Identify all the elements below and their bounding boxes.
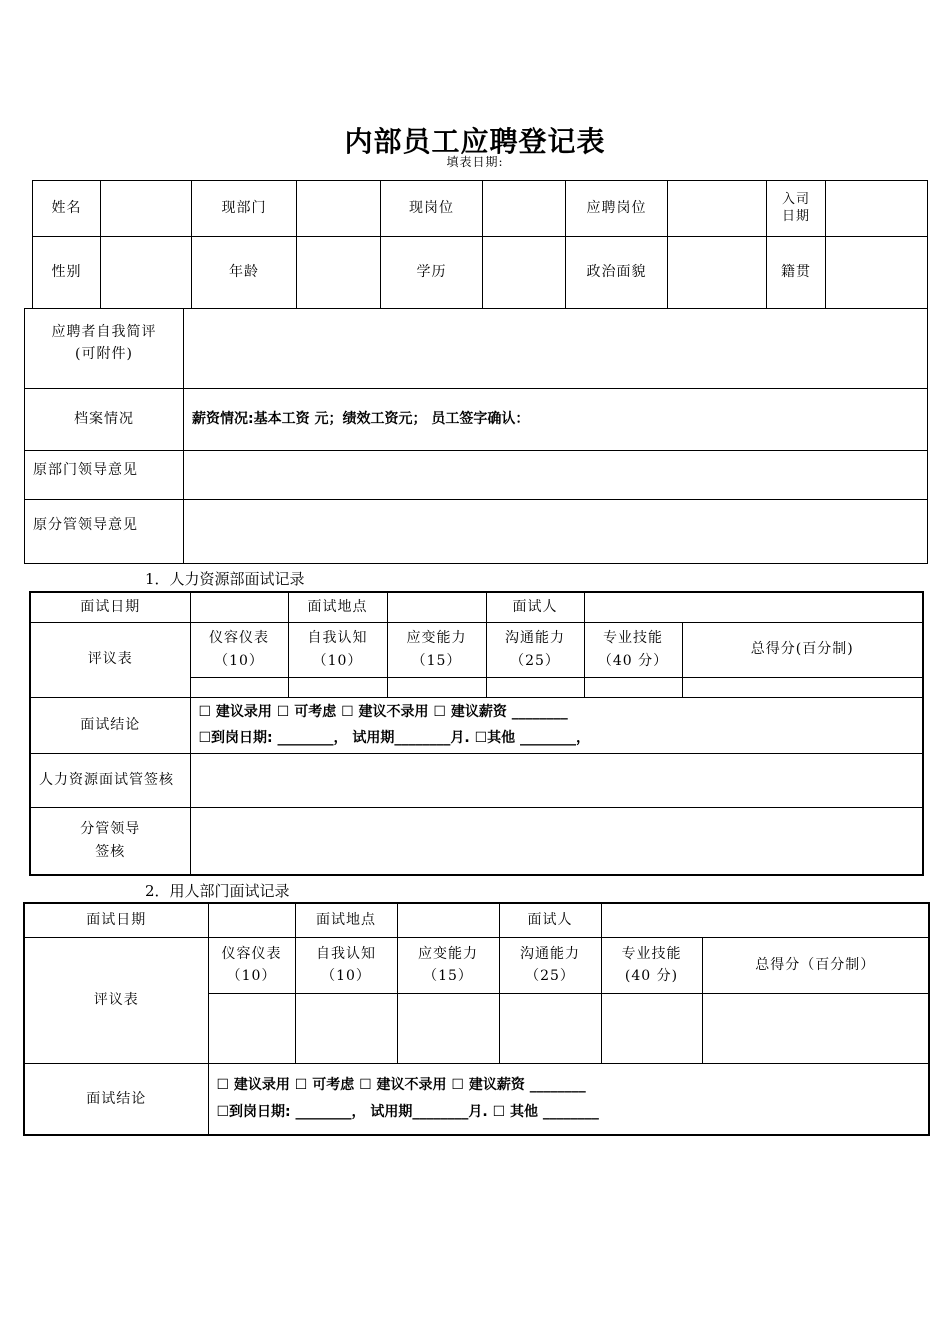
s1-score-cell[interactable]	[584, 677, 682, 697]
s1-place-field[interactable]	[387, 592, 486, 622]
s1-mgr-review-field[interactable]	[190, 807, 923, 875]
gender-label: 性别	[33, 237, 101, 309]
orig-mgr-opinion-field[interactable]	[184, 500, 928, 564]
self-eval-label	[25, 309, 184, 389]
s1-date-field[interactable]	[190, 592, 288, 622]
s2-criterion	[208, 937, 295, 993]
s1-criterion-name: 专业技能	[603, 630, 663, 647]
s1-conclusion-line-2: ☐到岗日期: ________， 试用期________月. ☐其他 ________，	[198, 730, 591, 746]
self-eval-field[interactable]	[184, 309, 928, 389]
s1-criterion	[486, 622, 584, 677]
s2-criterion-score: （10）	[321, 968, 371, 984]
s2-score-cell[interactable]	[601, 993, 702, 1063]
current-post-field[interactable]	[483, 181, 566, 237]
s2-interviewer-field[interactable]	[601, 903, 929, 937]
s1-criterion	[190, 622, 288, 677]
s1-place-label: 面试地点	[288, 592, 387, 622]
s1-criterion	[288, 622, 387, 677]
native-place-label: 籍贯	[767, 237, 826, 309]
s1-conclusion-line-1: ☐ 建议录用 ☐ 可考虑 ☐ 建议不录用 ☐ 建议薪资 ________	[198, 703, 568, 720]
s2-conclusion-label: 面试结论	[24, 1063, 208, 1135]
age-label: 年龄	[192, 237, 297, 309]
s2-criterion-score: （10）	[226, 968, 277, 984]
section-2-heading: 2．用人部门面试记录	[145, 882, 290, 900]
s2-score-cell[interactable]	[397, 993, 499, 1063]
s1-criterion	[387, 622, 486, 677]
orig-dept-opinion-label: 原部门领导意见	[25, 451, 184, 500]
applied-post-label: 应聘岗位	[566, 181, 668, 237]
s1-mgr-review-label-2: 签核	[95, 843, 126, 860]
join-date-label	[767, 181, 826, 237]
native-place-field[interactable]	[826, 237, 928, 309]
s1-total-cell[interactable]	[682, 677, 923, 697]
s1-criterion-name: 沟通能力	[505, 630, 565, 647]
s2-criterion	[601, 937, 702, 993]
s2-criterion-name: 专业技能	[621, 945, 682, 962]
s2-criterion-score: （15）	[423, 968, 473, 984]
s2-criterion	[397, 937, 499, 993]
archive-label: 档案情况	[25, 389, 184, 451]
s2-place-label: 面试地点	[295, 903, 397, 937]
political-status-field[interactable]	[668, 237, 767, 309]
s1-score-cell[interactable]	[387, 677, 486, 697]
s1-criterion-name: 仪容仪表	[209, 630, 269, 647]
education-field[interactable]	[483, 237, 566, 309]
section-1-heading: 1．人力资源部面试记录	[145, 570, 305, 588]
s2-total-cell[interactable]	[702, 993, 929, 1063]
orig-mgr-opinion-label: 原分管领导意见	[25, 500, 184, 564]
political-status-label: 政治面貌	[566, 237, 668, 309]
s1-mgr-review-label-1: 分管领导	[80, 821, 141, 838]
s1-criterion-name: 自我认知	[307, 630, 368, 647]
current-dept-label: 现部门	[192, 181, 297, 237]
name-field[interactable]	[101, 181, 192, 237]
s1-criterion-score: （15）	[411, 652, 462, 669]
s2-conclusion-line-2: ☐到岗日期: ________， 试用期________月. ☐ 其他 ________	[216, 1103, 599, 1120]
s2-criterion-score: (40 分)	[624, 968, 679, 984]
s1-criterion-name: 应变能力	[406, 630, 467, 647]
join-date-label-2: 日期	[781, 208, 810, 224]
orig-dept-opinion-field[interactable]	[184, 451, 928, 500]
archive-field[interactable]: 薪资情况:基本工资 元；绩效工资元； 员工签字确认：	[184, 389, 928, 451]
s2-criterion-name: 自我认知	[316, 945, 376, 962]
join-date-label-1: 入司	[781, 191, 810, 207]
s2-date-field[interactable]	[208, 903, 295, 937]
s2-criterion	[499, 937, 601, 993]
s1-score-cell[interactable]	[486, 677, 584, 697]
basic-info-table	[32, 180, 928, 309]
page-title: 内部员工应聘登记表	[344, 125, 606, 158]
s1-conclusion-field[interactable]	[190, 697, 923, 753]
s1-hr-review-label: 人力资源面试管签核	[30, 753, 190, 807]
s2-conclusion-field[interactable]	[208, 1063, 929, 1135]
s2-conclusion-line-1: ☐ 建议录用 ☐ 可考虑 ☐ 建议不录用 ☐ 建议薪资 ________	[216, 1077, 586, 1094]
current-dept-field[interactable]	[297, 181, 381, 237]
s1-criterion-score: （25）	[510, 652, 560, 669]
s2-criterion-name: 沟通能力	[520, 945, 580, 962]
s2-score-cell[interactable]	[208, 993, 295, 1063]
s2-criterion-name: 仪容仪表	[221, 945, 282, 962]
gender-field[interactable]	[101, 237, 192, 309]
s1-criterion-score: （10）	[214, 652, 264, 669]
s2-place-field[interactable]	[397, 903, 499, 937]
fill-date-label: 填表日期:	[446, 155, 504, 169]
s1-hr-review-field[interactable]	[190, 753, 923, 807]
s1-criterion-score: （40 分）	[597, 652, 669, 669]
s1-score-cell[interactable]	[288, 677, 387, 697]
opinion-table	[24, 308, 928, 564]
s2-eval-label: 评议表	[24, 937, 208, 1063]
s1-total-label: 总得分(百分制)	[682, 622, 923, 677]
s1-criterion	[584, 622, 682, 677]
s1-mgr-review-label	[30, 807, 190, 875]
s2-criterion	[295, 937, 397, 993]
self-eval-label-1: 应聘者自我简评	[51, 324, 157, 340]
s2-interviewer-label: 面试人	[499, 903, 601, 937]
s2-criterion-score: （25）	[525, 968, 575, 984]
s2-score-cell[interactable]	[499, 993, 601, 1063]
s1-criterion-score: （10）	[312, 652, 363, 669]
s1-score-cell[interactable]	[190, 677, 288, 697]
s2-total-label: 总得分（百分制）	[702, 937, 929, 993]
join-date-field[interactable]	[826, 181, 928, 237]
s1-interviewer-field[interactable]	[584, 592, 923, 622]
s1-date-label: 面试日期	[30, 592, 190, 622]
s1-eval-label: 评议表	[30, 622, 190, 697]
hr-interview-table	[29, 591, 924, 876]
dept-interview-table	[23, 902, 930, 1136]
s1-conclusion-label: 面试结论	[30, 697, 190, 753]
name-label: 姓名	[33, 181, 101, 237]
s2-date-label: 面试日期	[24, 903, 208, 937]
self-eval-label-2: (可附件)	[75, 346, 133, 363]
s2-criterion-name: 应变能力	[418, 945, 478, 962]
s1-interviewer-label: 面试人	[486, 592, 584, 622]
current-post-label: 现岗位	[381, 181, 483, 237]
s2-score-cell[interactable]	[295, 993, 397, 1063]
age-field[interactable]	[297, 237, 381, 309]
education-label: 学历	[381, 237, 483, 309]
applied-post-field[interactable]	[668, 181, 767, 237]
